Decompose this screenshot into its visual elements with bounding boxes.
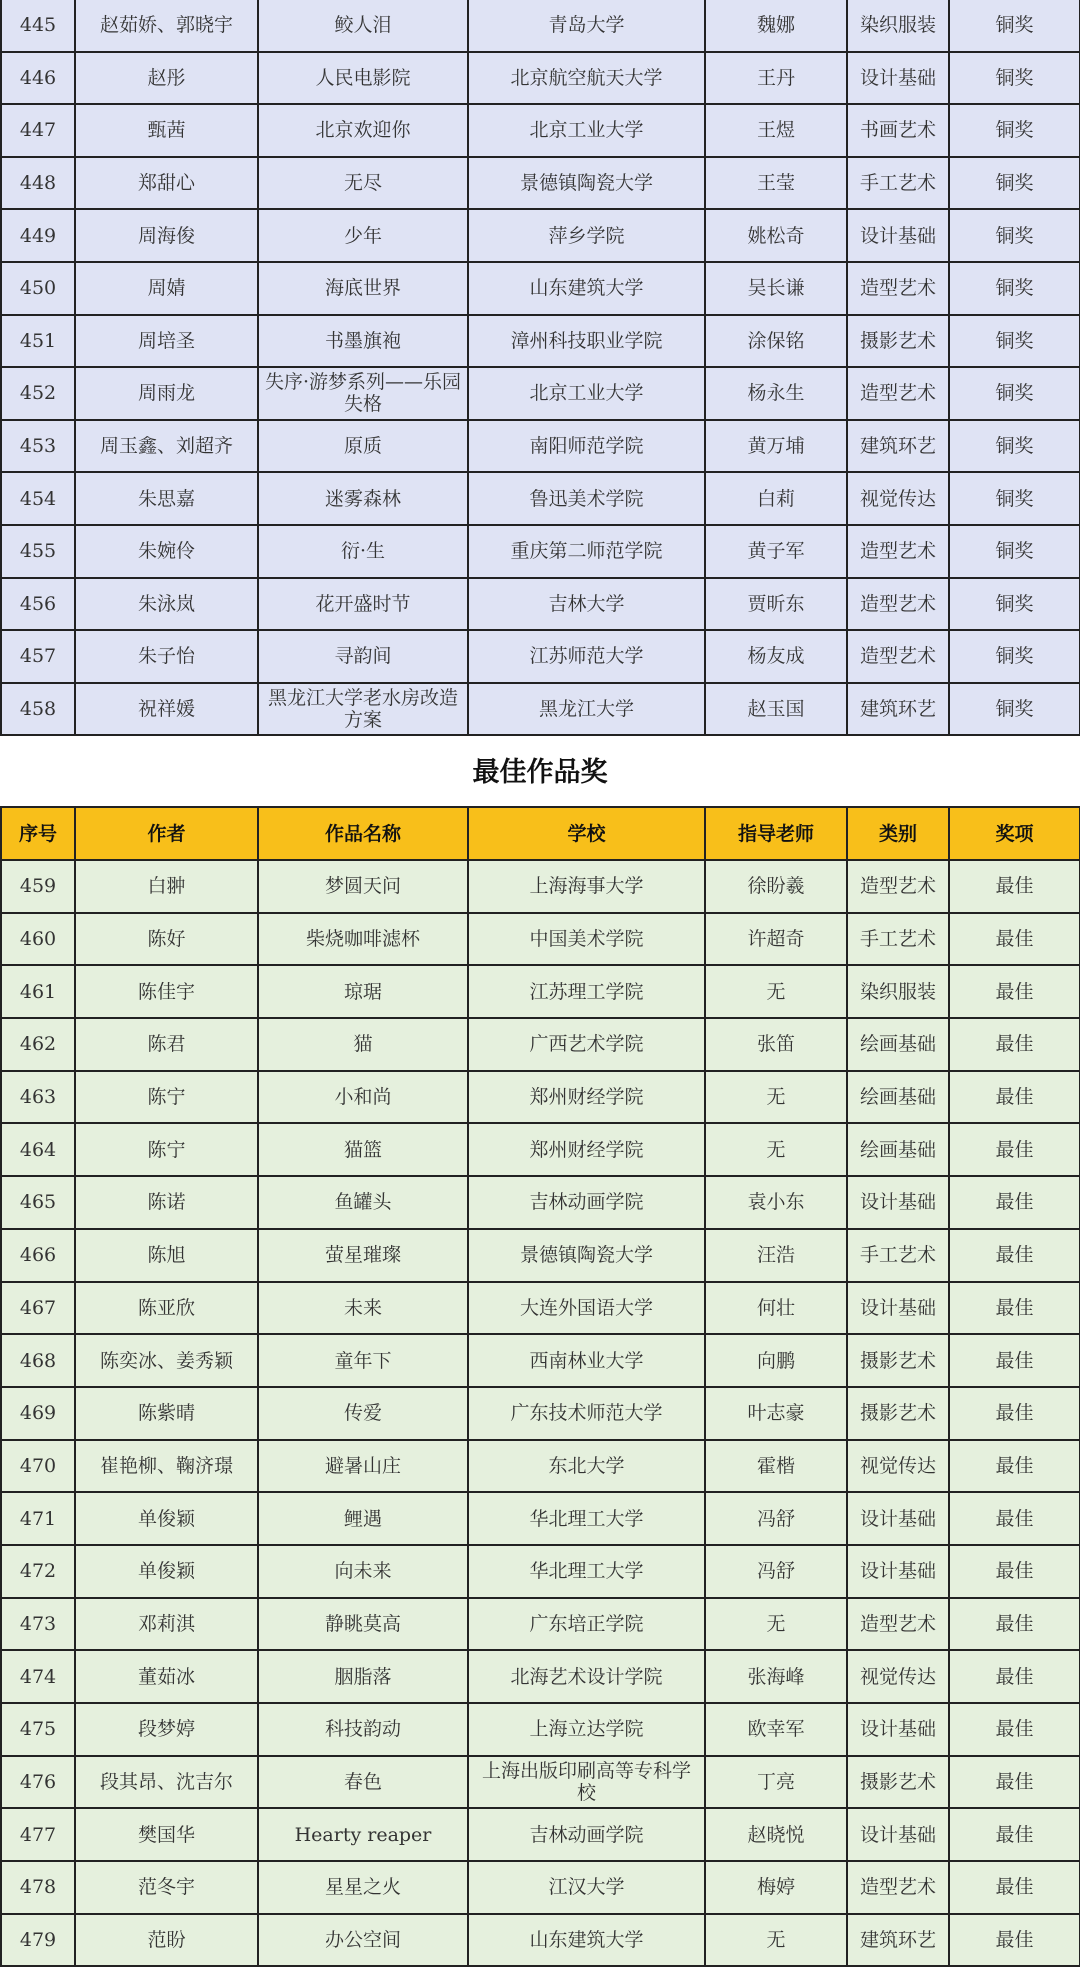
award-cell: 最佳 (949, 1440, 1080, 1493)
award-cell: 铜奖 (949, 0, 1080, 52)
award-cell: 最佳 (949, 1914, 1080, 1967)
table-row (1, 630, 1080, 683)
advisor-cell: 何壮 (705, 1282, 847, 1335)
award-cell: 铜奖 (949, 578, 1080, 631)
school-cell: 江汉大学 (468, 1861, 705, 1914)
school-cell: 青岛大学 (468, 0, 705, 52)
advisor-cell: 王莹 (705, 157, 847, 210)
category-cell: 设计基础 (847, 1703, 949, 1756)
award-cell: 最佳 (949, 1598, 1080, 1651)
school-cell: 萍乡学院 (468, 209, 705, 262)
author-cell: 陈宁 (75, 1071, 258, 1124)
award-cell: 最佳 (949, 1071, 1080, 1124)
advisor-cell: 梅婷 (705, 1861, 847, 1914)
advisor-cell: 白莉 (705, 472, 847, 525)
advisor-cell: 欧幸军 (705, 1703, 847, 1756)
serial-number-cell: 476 (1, 1756, 75, 1809)
table-row (1, 1650, 1080, 1703)
work-title-cell: 黑龙江大学老水房改造方案 (258, 683, 468, 736)
serial-number-cell: 474 (1, 1650, 75, 1703)
author-cell: 朱婉伶 (75, 525, 258, 578)
school-cell: 景德镇陶瓷大学 (468, 1229, 705, 1282)
school-cell: 吉林动画学院 (468, 1176, 705, 1229)
best-award-section-title: 最佳作品奖 (472, 757, 608, 788)
award-cell: 最佳 (949, 965, 1080, 1018)
advisor-cell: 霍楷 (705, 1440, 847, 1493)
school-cell: 北京工业大学 (468, 104, 705, 157)
category-cell: 设计基础 (847, 1545, 949, 1598)
school-cell: 广东技术师范大学 (468, 1387, 705, 1440)
serial-number-cell: 445 (1, 0, 75, 52)
serial-number-cell: 464 (1, 1123, 75, 1176)
table-row (1, 1018, 1080, 1071)
bronze-award-table (0, 0, 1080, 736)
serial-number-cell: 450 (1, 262, 75, 315)
category-cell: 绘画基础 (847, 1123, 949, 1176)
award-cell: 最佳 (949, 1282, 1080, 1335)
work-title-cell: 鲤遇 (258, 1492, 468, 1545)
work-title-cell: 梦圆天问 (258, 860, 468, 913)
table-row (1, 965, 1080, 1018)
serial-number-cell: 451 (1, 315, 75, 368)
author-cell: 陈君 (75, 1018, 258, 1071)
category-cell: 摄影艺术 (847, 1756, 949, 1809)
advisor-cell: 黄万埔 (705, 420, 847, 473)
table-row (1, 683, 1080, 736)
school-cell: 吉林大学 (468, 578, 705, 631)
work-title-cell: 未来 (258, 1282, 468, 1335)
serial-number-cell: 472 (1, 1545, 75, 1598)
serial-number-cell: 465 (1, 1176, 75, 1229)
category-cell: 手工艺术 (847, 913, 949, 966)
work-title-cell: 鲛人泪 (258, 0, 468, 52)
table-row (1, 578, 1080, 631)
serial-number-cell: 478 (1, 1861, 75, 1914)
school-header: 学校 (468, 807, 705, 860)
serial-number-cell: 447 (1, 104, 75, 157)
author-header: 作者 (75, 807, 258, 860)
advisor-cell: 无 (705, 1914, 847, 1967)
table-row (1, 1334, 1080, 1387)
author-cell: 郑甜心 (75, 157, 258, 210)
work-title-cell: 避暑山庄 (258, 1440, 468, 1493)
work-title-cell: 猫 (258, 1018, 468, 1071)
school-cell: 北京工业大学 (468, 367, 705, 420)
award-cell: 最佳 (949, 1123, 1080, 1176)
award-cell: 铜奖 (949, 262, 1080, 315)
category-cell: 建筑环艺 (847, 1914, 949, 1967)
serial-number-cell: 477 (1, 1808, 75, 1861)
advisor-cell: 杨友成 (705, 630, 847, 683)
school-cell: 东北大学 (468, 1440, 705, 1493)
best-table-body (1, 860, 1080, 1966)
advisor-cell: 冯舒 (705, 1545, 847, 1598)
serial-number-cell: 449 (1, 209, 75, 262)
school-cell: 江苏理工学院 (468, 965, 705, 1018)
table-row (1, 472, 1080, 525)
author-cell: 甄茜 (75, 104, 258, 157)
work-title-cell: 童年下 (258, 1334, 468, 1387)
school-cell: 上海出版印刷高等专科学校 (468, 1756, 705, 1809)
advisor-cell: 张海峰 (705, 1650, 847, 1703)
award-cell: 最佳 (949, 1387, 1080, 1440)
category-cell: 视觉传达 (847, 1440, 949, 1493)
serial-number-cell: 468 (1, 1334, 75, 1387)
award-cell: 最佳 (949, 1492, 1080, 1545)
advisor-cell: 赵玉国 (705, 683, 847, 736)
author-cell: 段梦婷 (75, 1703, 258, 1756)
work-title-header: 作品名称 (258, 807, 468, 860)
serial-number-cell: 475 (1, 1703, 75, 1756)
category-cell: 造型艺术 (847, 262, 949, 315)
category-cell: 造型艺术 (847, 1861, 949, 1914)
advisor-cell: 无 (705, 1598, 847, 1651)
advisor-cell: 汪浩 (705, 1229, 847, 1282)
author-cell: 邓莉淇 (75, 1598, 258, 1651)
serial-number-header: 序号 (1, 807, 75, 860)
author-cell: 周婧 (75, 262, 258, 315)
table-row (1, 262, 1080, 315)
award-cell: 最佳 (949, 913, 1080, 966)
work-title-cell: 失序·游梦系列——乐园失格 (258, 367, 468, 420)
advisor-cell: 王煜 (705, 104, 847, 157)
work-title-cell: 星星之火 (258, 1861, 468, 1914)
advisor-cell: 袁小东 (705, 1176, 847, 1229)
category-cell: 视觉传达 (847, 1650, 949, 1703)
award-header: 奖项 (949, 807, 1080, 860)
award-cell: 最佳 (949, 1861, 1080, 1914)
advisor-cell: 无 (705, 965, 847, 1018)
work-title-cell: 胭脂落 (258, 1650, 468, 1703)
work-title-cell: 人民电影院 (258, 52, 468, 105)
author-cell: 单俊颖 (75, 1545, 258, 1598)
award-cell: 铜奖 (949, 420, 1080, 473)
award-cell: 铜奖 (949, 315, 1080, 368)
serial-number-cell: 462 (1, 1018, 75, 1071)
table-row (1, 1071, 1080, 1124)
work-title-cell: 鱼罐头 (258, 1176, 468, 1229)
category-cell: 造型艺术 (847, 1598, 949, 1651)
school-cell: 吉林动画学院 (468, 1808, 705, 1861)
advisor-cell: 吴长谦 (705, 262, 847, 315)
school-cell: 郑州财经学院 (468, 1071, 705, 1124)
work-title-cell: Hearty reaper (258, 1808, 468, 1861)
bronze-table-body (1, 0, 1080, 735)
category-cell: 设计基础 (847, 1176, 949, 1229)
table-row (1, 525, 1080, 578)
advisor-cell: 涂保铭 (705, 315, 847, 368)
table-row (1, 52, 1080, 105)
school-cell: 广西艺术学院 (468, 1018, 705, 1071)
table-row (1, 0, 1080, 52)
serial-number-cell: 466 (1, 1229, 75, 1282)
award-cell: 最佳 (949, 1756, 1080, 1809)
award-cell: 最佳 (949, 1229, 1080, 1282)
advisor-cell: 黄子军 (705, 525, 847, 578)
school-cell: 华北理工大学 (468, 1545, 705, 1598)
author-cell: 祝祥媛 (75, 683, 258, 736)
work-title-cell: 春色 (258, 1756, 468, 1809)
work-title-cell: 海底世界 (258, 262, 468, 315)
serial-number-cell: 458 (1, 683, 75, 736)
serial-number-cell: 467 (1, 1282, 75, 1335)
award-cell: 铜奖 (949, 525, 1080, 578)
school-cell: 北京航空航天大学 (468, 52, 705, 105)
author-cell: 单俊颖 (75, 1492, 258, 1545)
table-row (1, 1756, 1080, 1809)
work-title-cell: 小和尚 (258, 1071, 468, 1124)
category-header: 类别 (847, 807, 949, 860)
category-cell: 手工艺术 (847, 1229, 949, 1282)
school-cell: 郑州财经学院 (468, 1123, 705, 1176)
serial-number-cell: 471 (1, 1492, 75, 1545)
work-title-cell: 少年 (258, 209, 468, 262)
advisor-header: 指导老师 (705, 807, 847, 860)
table-row (1, 860, 1080, 913)
category-cell: 手工艺术 (847, 157, 949, 210)
award-cell: 最佳 (949, 1808, 1080, 1861)
author-cell: 赵彤 (75, 52, 258, 105)
table-row (1, 1808, 1080, 1861)
award-cell: 铜奖 (949, 630, 1080, 683)
author-cell: 范冬宇 (75, 1861, 258, 1914)
table-row (1, 157, 1080, 210)
category-cell: 染织服装 (847, 965, 949, 1018)
table-row (1, 1492, 1080, 1545)
serial-number-cell: 456 (1, 578, 75, 631)
category-cell: 设计基础 (847, 52, 949, 105)
school-cell: 山东建筑大学 (468, 262, 705, 315)
advisor-cell: 叶志豪 (705, 1387, 847, 1440)
work-title-cell: 猫篮 (258, 1123, 468, 1176)
category-cell: 建筑环艺 (847, 683, 949, 736)
advisor-cell: 贾昕东 (705, 578, 847, 631)
table-row (1, 1598, 1080, 1651)
work-title-cell: 柴烧咖啡滤杯 (258, 913, 468, 966)
work-title-cell: 向未来 (258, 1545, 468, 1598)
author-cell: 周雨龙 (75, 367, 258, 420)
table-row (1, 315, 1080, 368)
category-cell: 设计基础 (847, 1492, 949, 1545)
advisor-cell: 丁亮 (705, 1756, 847, 1809)
award-cell: 最佳 (949, 1018, 1080, 1071)
school-cell: 北海艺术设计学院 (468, 1650, 705, 1703)
author-cell: 樊国华 (75, 1808, 258, 1861)
award-cell: 最佳 (949, 1334, 1080, 1387)
serial-number-cell: 463 (1, 1071, 75, 1124)
advisor-cell: 向鹏 (705, 1334, 847, 1387)
author-cell: 范盼 (75, 1914, 258, 1967)
author-cell: 周海俊 (75, 209, 258, 262)
school-cell: 江苏师范大学 (468, 630, 705, 683)
school-cell: 大连外国语大学 (468, 1282, 705, 1335)
advisor-cell: 无 (705, 1071, 847, 1124)
category-cell: 设计基础 (847, 1282, 949, 1335)
table-row (1, 1229, 1080, 1282)
serial-number-cell: 470 (1, 1440, 75, 1493)
author-cell: 周玉鑫、刘超齐 (75, 420, 258, 473)
serial-number-cell: 479 (1, 1914, 75, 1967)
advisor-cell: 魏娜 (705, 0, 847, 52)
category-cell: 绘画基础 (847, 1018, 949, 1071)
award-cell: 铜奖 (949, 472, 1080, 525)
table-row (1, 1387, 1080, 1440)
category-cell: 书画艺术 (847, 104, 949, 157)
award-cell: 铜奖 (949, 367, 1080, 420)
work-title-cell: 衍·生 (258, 525, 468, 578)
advisor-cell: 姚松奇 (705, 209, 847, 262)
award-cell: 最佳 (949, 1545, 1080, 1598)
work-title-cell: 静眺莫高 (258, 1598, 468, 1651)
category-cell: 摄影艺术 (847, 1387, 949, 1440)
author-cell: 陈紫晴 (75, 1387, 258, 1440)
school-cell: 南阳师范学院 (468, 420, 705, 473)
category-cell: 染织服装 (847, 0, 949, 52)
author-cell: 陈亚欣 (75, 1282, 258, 1335)
school-cell: 重庆第二师范学院 (468, 525, 705, 578)
table-row (1, 1914, 1080, 1967)
award-cell: 最佳 (949, 860, 1080, 913)
serial-number-cell: 460 (1, 913, 75, 966)
table-row (1, 420, 1080, 473)
table-row (1, 209, 1080, 262)
school-cell: 西南林业大学 (468, 1334, 705, 1387)
table-row (1, 1176, 1080, 1229)
author-cell: 段其昂、沈吉尔 (75, 1756, 258, 1809)
advisor-cell: 张笛 (705, 1018, 847, 1071)
advisor-cell: 徐盼羲 (705, 860, 847, 913)
advisor-cell: 杨永生 (705, 367, 847, 420)
author-cell: 周培圣 (75, 315, 258, 368)
author-cell: 陈旭 (75, 1229, 258, 1282)
award-cell: 铜奖 (949, 52, 1080, 105)
table-row (1, 1440, 1080, 1493)
author-cell: 陈宁 (75, 1123, 258, 1176)
advisor-cell: 王丹 (705, 52, 847, 105)
award-cell: 最佳 (949, 1176, 1080, 1229)
award-cell: 铜奖 (949, 683, 1080, 736)
author-cell: 赵茹娇、郭晓宇 (75, 0, 258, 52)
author-cell: 陈诺 (75, 1176, 258, 1229)
table-row (1, 1282, 1080, 1335)
school-cell: 广东培正学院 (468, 1598, 705, 1651)
serial-number-cell: 454 (1, 472, 75, 525)
author-cell: 陈佳宇 (75, 965, 258, 1018)
work-title-cell: 传爱 (258, 1387, 468, 1440)
category-cell: 造型艺术 (847, 578, 949, 631)
work-title-cell: 书墨旗袍 (258, 315, 468, 368)
category-cell: 摄影艺术 (847, 315, 949, 368)
work-title-cell: 寻韵间 (258, 630, 468, 683)
award-cell: 最佳 (949, 1703, 1080, 1756)
category-cell: 造型艺术 (847, 860, 949, 913)
work-title-cell: 花开盛时节 (258, 578, 468, 631)
advisor-cell: 冯舒 (705, 1492, 847, 1545)
table-header-row (1, 807, 1080, 860)
table-row (1, 1703, 1080, 1756)
table-row (1, 1545, 1080, 1598)
table-row (1, 367, 1080, 420)
serial-number-cell: 452 (1, 367, 75, 420)
author-cell: 朱泳岚 (75, 578, 258, 631)
school-cell: 上海海事大学 (468, 860, 705, 913)
category-cell: 建筑环艺 (847, 420, 949, 473)
work-title-cell: 北京欢迎你 (258, 104, 468, 157)
serial-number-cell: 455 (1, 525, 75, 578)
serial-number-cell: 457 (1, 630, 75, 683)
author-cell: 朱思嘉 (75, 472, 258, 525)
best-award-table (0, 806, 1080, 1967)
serial-number-cell: 473 (1, 1598, 75, 1651)
author-cell: 董茹冰 (75, 1650, 258, 1703)
award-cell: 铜奖 (949, 157, 1080, 210)
table-row (1, 104, 1080, 157)
category-cell: 设计基础 (847, 209, 949, 262)
author-cell: 崔艳柳、鞠济璟 (75, 1440, 258, 1493)
work-title-cell: 无尽 (258, 157, 468, 210)
category-cell: 摄影艺术 (847, 1334, 949, 1387)
table-row (1, 1861, 1080, 1914)
serial-number-cell: 459 (1, 860, 75, 913)
work-title-cell: 科技韵动 (258, 1703, 468, 1756)
serial-number-cell: 448 (1, 157, 75, 210)
author-cell: 陈奕冰、姜秀颖 (75, 1334, 258, 1387)
work-title-cell: 办公空间 (258, 1914, 468, 1967)
work-title-cell: 琼琚 (258, 965, 468, 1018)
award-cell: 铜奖 (949, 209, 1080, 262)
work-title-cell: 原质 (258, 420, 468, 473)
school-cell: 漳州科技职业学院 (468, 315, 705, 368)
work-title-cell: 萤星璀璨 (258, 1229, 468, 1282)
advisor-cell: 赵晓悦 (705, 1808, 847, 1861)
school-cell: 鲁迅美术学院 (468, 472, 705, 525)
award-cell: 铜奖 (949, 104, 1080, 157)
school-cell: 中国美术学院 (468, 913, 705, 966)
serial-number-cell: 453 (1, 420, 75, 473)
advisor-cell: 许超奇 (705, 913, 847, 966)
author-cell: 白翀 (75, 860, 258, 913)
category-cell: 造型艺术 (847, 630, 949, 683)
category-cell: 视觉传达 (847, 472, 949, 525)
category-cell: 设计基础 (847, 1808, 949, 1861)
school-cell: 上海立达学院 (468, 1703, 705, 1756)
serial-number-cell: 461 (1, 965, 75, 1018)
author-cell: 朱子怡 (75, 630, 258, 683)
school-cell: 华北理工大学 (468, 1492, 705, 1545)
author-cell: 陈好 (75, 913, 258, 966)
school-cell: 景德镇陶瓷大学 (468, 157, 705, 210)
award-cell: 最佳 (949, 1650, 1080, 1703)
table-row (1, 1123, 1080, 1176)
category-cell: 绘画基础 (847, 1071, 949, 1124)
school-cell: 黑龙江大学 (468, 683, 705, 736)
serial-number-cell: 469 (1, 1387, 75, 1440)
category-cell: 造型艺术 (847, 525, 949, 578)
category-cell: 造型艺术 (847, 367, 949, 420)
advisor-cell: 无 (705, 1123, 847, 1176)
work-title-cell: 迷雾森林 (258, 472, 468, 525)
serial-number-cell: 446 (1, 52, 75, 105)
school-cell: 山东建筑大学 (468, 1914, 705, 1967)
table-row (1, 913, 1080, 966)
